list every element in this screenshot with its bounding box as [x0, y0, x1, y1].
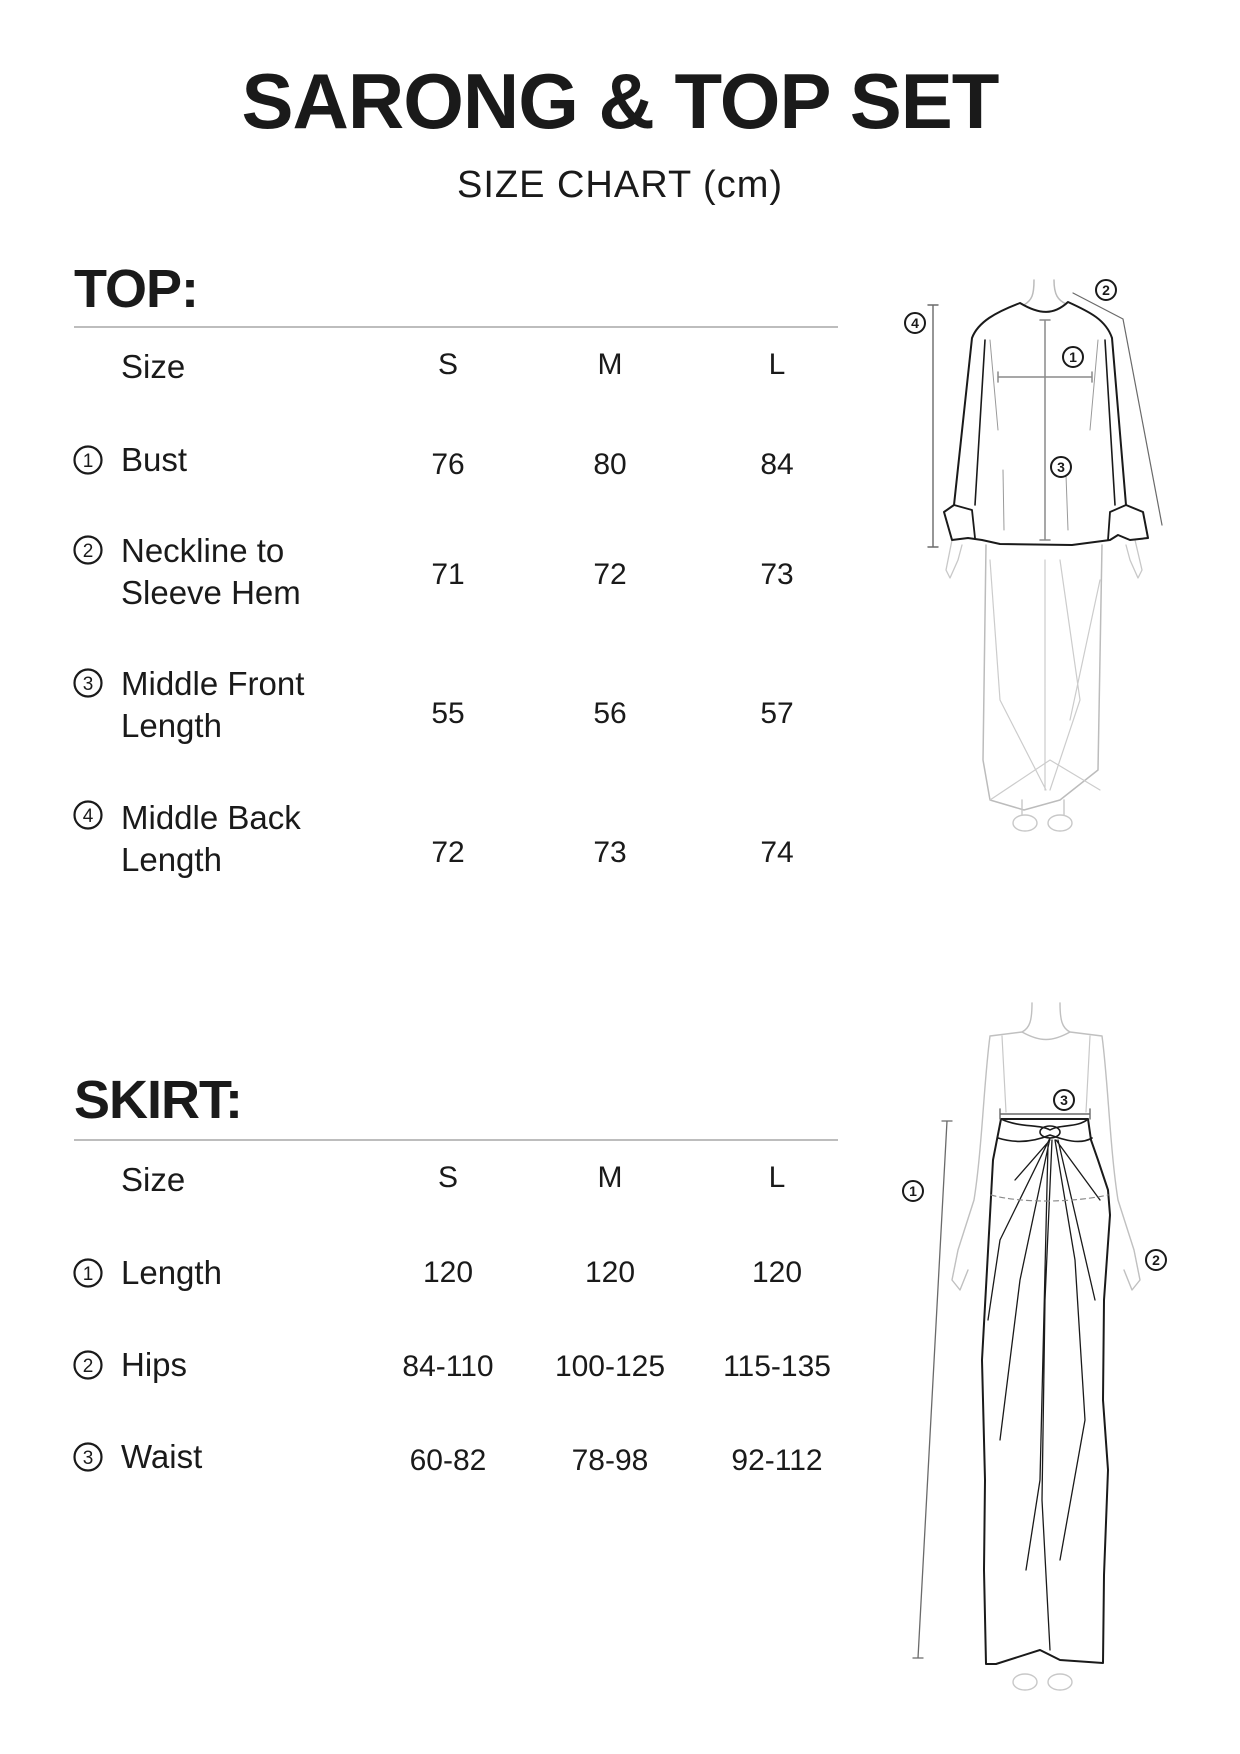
value-s: 84-110 — [402, 1350, 494, 1383]
value-l: 92-112 — [731, 1444, 823, 1477]
value-l: 57 — [760, 697, 794, 730]
value-l: 74 — [760, 836, 794, 869]
svg-text:4: 4 — [911, 315, 919, 331]
page-subtitle: SIZE CHART (cm) — [456, 164, 784, 206]
row-label: Middle Front Length — [121, 665, 305, 744]
illustration-marker-3-icon — [1054, 1090, 1074, 1110]
svg-text:1: 1 — [82, 451, 94, 472]
row-label: Bust — [121, 441, 188, 478]
top-header-m: M — [597, 348, 623, 381]
illustration-marker-3-icon — [1051, 457, 1071, 477]
svg-text:4: 4 — [82, 806, 94, 827]
value-m: 78-98 — [571, 1444, 649, 1477]
skirt-header-s: S — [437, 1161, 458, 1194]
value-l: 73 — [760, 558, 794, 591]
top-section-title: TOP: — [74, 259, 199, 319]
skirt-measurement-illustration — [880, 995, 1200, 1715]
svg-text:2: 2 — [82, 541, 94, 562]
top-header-size: Size — [121, 348, 186, 385]
illustration-marker-1-icon — [1063, 347, 1083, 367]
svg-text:2: 2 — [1152, 1252, 1160, 1268]
illustration-marker-2-icon — [1096, 280, 1116, 300]
value-m: 56 — [593, 697, 627, 730]
svg-text:3: 3 — [82, 674, 94, 695]
svg-text:3: 3 — [1057, 459, 1065, 475]
row-label: Hips — [121, 1346, 188, 1383]
top-divider — [74, 326, 838, 328]
marker-1-icon — [72, 444, 106, 478]
value-s: 55 — [431, 697, 465, 730]
svg-text:3: 3 — [82, 1448, 94, 1469]
top-measurement-illustration — [880, 260, 1200, 960]
illustration-marker-4-icon — [905, 313, 925, 333]
value-l: 84 — [760, 448, 794, 481]
svg-text:1: 1 — [82, 1264, 94, 1285]
value-m: 120 — [584, 1256, 636, 1289]
value-m: 100-125 — [554, 1350, 666, 1383]
value-l: 120 — [751, 1256, 803, 1289]
skirt-header-m: M — [597, 1161, 623, 1194]
svg-text:1: 1 — [909, 1183, 917, 1199]
illustration-marker-2-icon — [1146, 1250, 1166, 1270]
marker-3-icon — [72, 667, 106, 701]
value-m: 73 — [593, 836, 627, 869]
value-m: 72 — [593, 558, 627, 591]
marker-4-icon — [72, 799, 106, 833]
top-header-s: S — [437, 348, 458, 381]
marker-2-icon — [72, 1349, 106, 1383]
row-label: Waist — [121, 1438, 203, 1475]
value-s: 76 — [431, 448, 465, 481]
value-s: 120 — [422, 1256, 474, 1289]
marker-2-icon — [72, 534, 106, 568]
illustration-marker-1-icon — [903, 1181, 923, 1201]
svg-text:3: 3 — [1060, 1092, 1068, 1108]
svg-text:1: 1 — [1069, 349, 1077, 365]
skirt-header-size: Size — [121, 1161, 186, 1198]
page-title: SARONG & TOP SET — [241, 57, 999, 145]
svg-text:2: 2 — [82, 1356, 94, 1377]
value-s: 60-82 — [409, 1444, 487, 1477]
row-label: Length — [121, 1254, 222, 1291]
skirt-header-l: L — [768, 1161, 786, 1194]
value-s: 71 — [431, 558, 465, 591]
skirt-section-title: SKIRT: — [74, 1070, 242, 1130]
top-header-l: L — [768, 348, 786, 381]
svg-text:2: 2 — [1102, 282, 1110, 298]
skirt-divider — [74, 1139, 838, 1141]
value-s: 72 — [431, 836, 465, 869]
row-label: Neckline to Sleeve Hem — [121, 532, 301, 611]
value-l: 115-135 — [723, 1350, 831, 1383]
row-label: Middle Back Length — [121, 799, 301, 878]
value-m: 80 — [593, 448, 627, 481]
marker-1-icon — [72, 1257, 106, 1291]
marker-3-icon — [72, 1441, 106, 1475]
